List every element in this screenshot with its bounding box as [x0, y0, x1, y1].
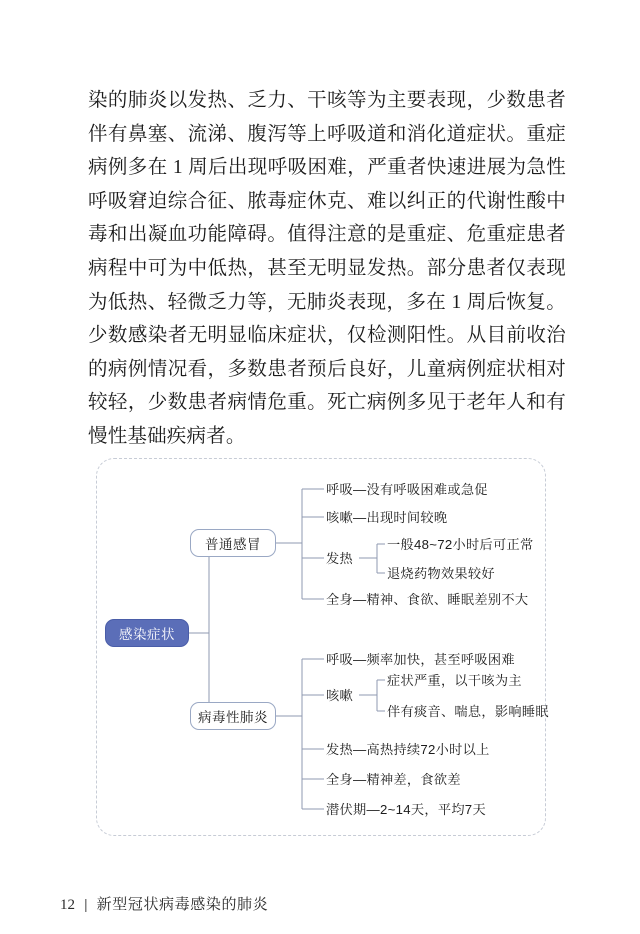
mindmap-connectors [97, 459, 547, 837]
mindmap-subleaf-label: 伴有痰音、喘息，影响睡眠 [387, 704, 549, 719]
mindmap-subleaf-label: 退烧药物效果较好 [387, 566, 495, 581]
mindmap-root-node[interactable] [105, 619, 189, 647]
page-footer [60, 893, 268, 914]
footer-chapter-title: 新型冠状病毒感染的肺炎 [96, 896, 269, 913]
mindmap-leaf-label: 全身—精神、食欲、睡眠差别不大 [326, 592, 529, 607]
mindmap-branch-label: 普通感冒 [205, 537, 261, 552]
mindmap-leaf-label: 发热—高热持续72小时以上 [326, 742, 490, 757]
mindmap-leaf-label: 咳嗽—出现时间较晚 [326, 510, 448, 525]
mindmap-branch-node-common-cold[interactable] [190, 529, 276, 557]
mindmap-container [96, 458, 549, 836]
mindmap-leaf-label: 潜伏期—2~14天，平均7天 [326, 802, 486, 817]
mindmap-leaf-label: 发热 [326, 551, 353, 566]
body-text-block [88, 84, 566, 454]
mindmap-leaf-label: 咳嗽 [326, 688, 353, 703]
mindmap-subleaf-label: 一般48~72小时后可正常 [387, 537, 534, 552]
mindmap-subleaf-label: 症状严重，以干咳为主 [387, 673, 522, 688]
mindmap-branch-node-viral-pneumonia[interactable] [190, 702, 276, 730]
mindmap-leaf-label: 全身—精神差，食欲差 [326, 772, 461, 787]
body-paragraph: 染的肺炎以发热、乏力、干咳等为主要表现，少数患者伴有鼻塞、流涕、腹泻等上呼吸道和消化道症状。重症病例多在 1 周后出现呼吸困难，严重者快速进展为急性呼吸窘迫综合征、脓毒症休克、难以纠正的代谢性酸中毒和出凝血功能障碍。值得注意的是重症、危重症患者病程中可为中低热，甚至无明显发热。部分患者仅表现为低热、轻微乏力等，无肺炎表现，多在 1 周后恢复。少数感染者无明显临床症状，仅检测阳性。从目前收治的病例情况看，多数患者预后良好，儿童病例症状相对较轻，少数患者病情危重。死亡病例多见于老年人和有慢性基础疾病者。 [88, 90, 566, 447]
mindmap-leaf-label: 呼吸—没有呼吸困难或急促 [326, 482, 488, 497]
footer-separator: | [84, 896, 88, 912]
mindmap-leaf-label: 呼吸—频率加快，甚至呼吸困难 [326, 652, 515, 667]
mindmap-root-label: 感染症状 [119, 627, 175, 642]
page-number: 12 [60, 897, 75, 913]
mindmap-branch-label: 病毒性肺炎 [198, 710, 268, 725]
